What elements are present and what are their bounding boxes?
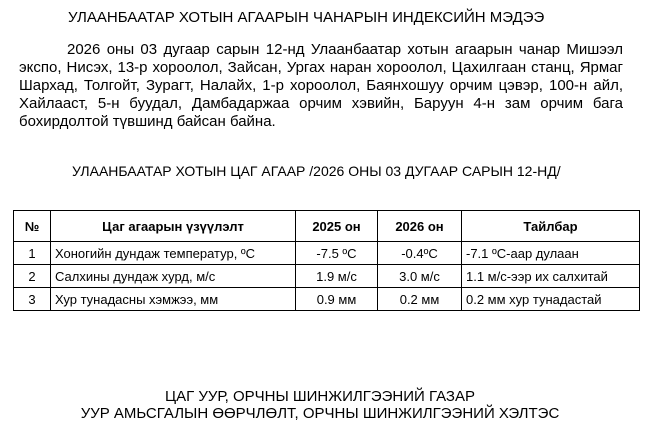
cell-indicator: Хоногийн дундаж температур, ºС bbox=[51, 242, 296, 265]
document-title: УЛААНБААТАР ХОТЫН АГААРЫН ЧАНАРЫН ИНДЕКСИЙН МЭДЭЭ bbox=[68, 9, 545, 26]
cell-note: -7.1 ºС-аар дулаан bbox=[462, 242, 640, 265]
header-year-2026: 2026 он bbox=[378, 211, 462, 242]
cell-note: 1.1 м/с-ээр их салхитай bbox=[462, 265, 640, 288]
table-row bbox=[14, 242, 640, 265]
cell-indicator: Салхины дундаж хурд, м/с bbox=[51, 265, 296, 288]
cell-number: 3 bbox=[14, 288, 51, 311]
header-indicator: Цаг агаарын үзүүлэлт bbox=[51, 211, 296, 242]
footer-division: УУР АМЬСГАЛЫН ӨӨРЧЛӨЛТ, ОРЧНЫ ШИНЖИЛГЭЭНИЙ ХЭЛТЭС bbox=[80, 405, 560, 422]
cell-indicator: Хур тунадасны хэмжээ, мм bbox=[51, 288, 296, 311]
weather-table bbox=[13, 210, 640, 311]
table-header-row bbox=[14, 211, 640, 242]
cell-2025: 1.9 м/с bbox=[296, 265, 378, 288]
table-row bbox=[14, 288, 640, 311]
header-note: Тайлбар bbox=[462, 211, 640, 242]
cell-number: 2 bbox=[14, 265, 51, 288]
weather-table-title: УЛААНБААТАР ХОТЫН ЦАГ АГААР /2026 ОНЫ 03 ДУГААР САРЫН 12-НД/ bbox=[72, 163, 561, 179]
table-row bbox=[14, 265, 640, 288]
air-quality-paragraph: 2026 оны 03 дугаар сарын 12-нд Улаанбаатар хотын агаарын чанар Мишээл экспо, Нисэх, 13-р хороолол, Зайсан, Ургах наран хороолол, Цахилгаан станц, Ярмаг Шархад, Толгойт, Зурагт, Налайх, 1-р хороолол, Баянхошуу орчим цэвэр, 100-н айл, Хайлааст, 5-н буудал, Дамбадаржаа орчим хэвийн, Баруун 4-н зам орчим бага бохирдолтой түвшинд байсан байна. bbox=[19, 41, 623, 130]
cell-number: 1 bbox=[14, 242, 51, 265]
cell-2025: -7.5 ºС bbox=[296, 242, 378, 265]
cell-2026: 3.0 м/с bbox=[378, 265, 462, 288]
cell-2025: 0.9 мм bbox=[296, 288, 378, 311]
header-number: № bbox=[14, 211, 51, 242]
cell-2026: 0.2 мм bbox=[378, 288, 462, 311]
cell-note: 0.2 мм хур тунадастай bbox=[462, 288, 640, 311]
footer-agency: ЦАГ УУР, ОРЧНЫ ШИНЖИЛГЭЭНИЙ ГАЗАР bbox=[164, 388, 475, 405]
cell-2026: -0.4ºС bbox=[378, 242, 462, 265]
header-year-2025: 2025 он bbox=[296, 211, 378, 242]
